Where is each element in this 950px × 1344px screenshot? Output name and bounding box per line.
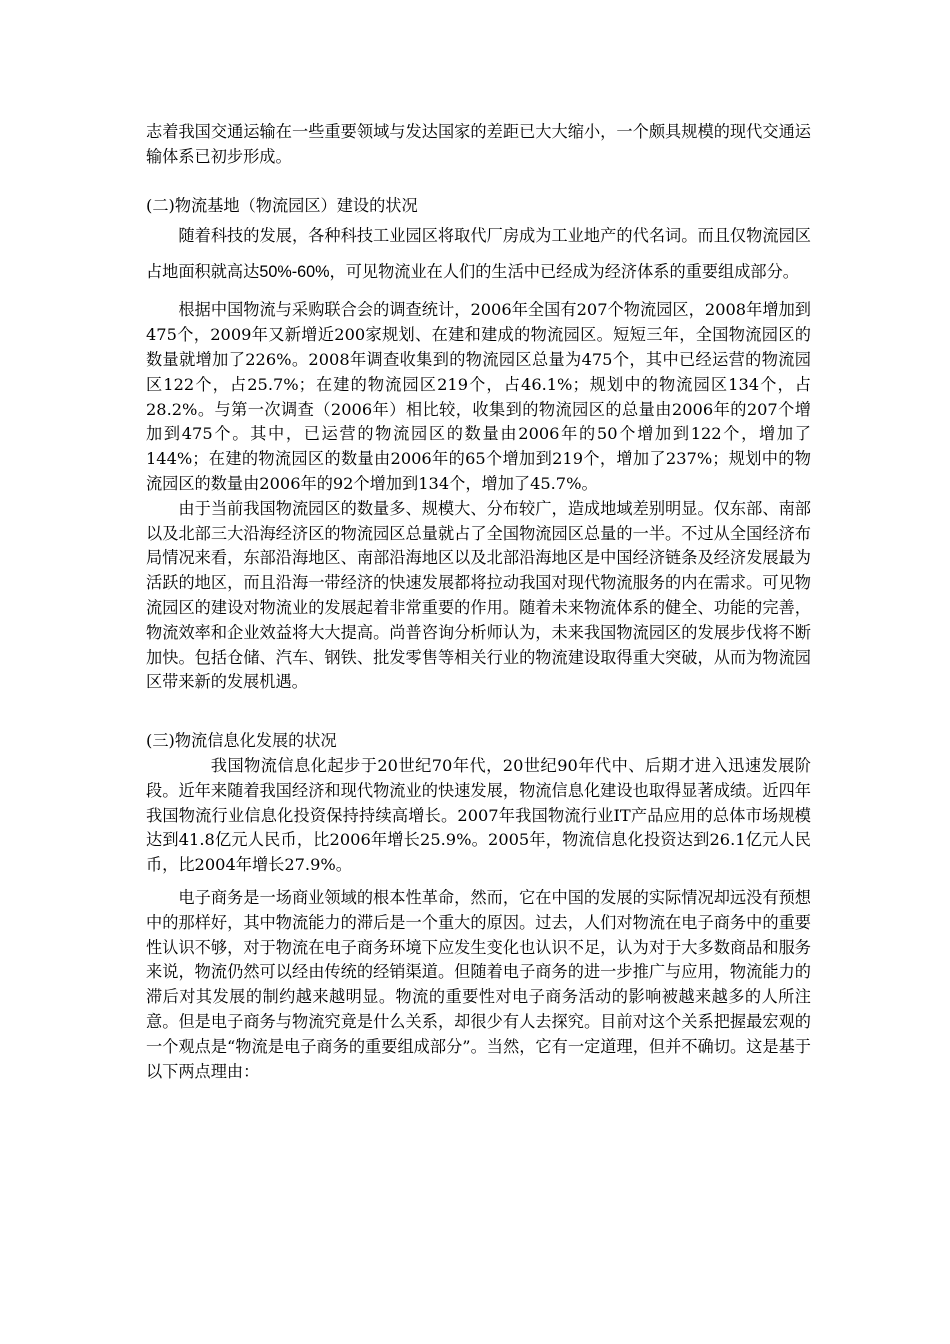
land-share-percent: 50%-60%	[259, 263, 330, 282]
section-2-paragraph-3: 由于当前我国物流园区的数量多、规模大、分布较广，造成地域差别明显。仅东部、南部以及北部三大沿海经济区的物流园区总量就占了全国物流园区总量的一半。不过从全国经济布局情况来看，东部沿海地区、南部沿海地区以及北部沿海地区是中国经济链条及经济发展最为活跃的地区，而且沿海一带经济的快速发展都将拉动我国对现代物流服务的内在需求。可见物流园区的建设对物流业的发展起着非常重要的作用。随着未来物流体系的健全、功能的完善，物流效率和企业效益将大大提高。尚普咨询分析师认为，未来我国物流园区的发展步伐将不断加快。包括仓储、汽车、钢铁、批发零售等相关行业的物流建设取得重大突破，从而为物流园区带来新的发展机遇。	[146, 498, 811, 692]
section-2-paragraph-1	[146, 218, 811, 290]
spacer	[146, 170, 811, 194]
section-3-paragraph-1: 我国物流信息化起步于20世纪70年代，20世纪90年代中、后期才进入迅速发展阶段。近年来随着我国经济和现代物流业的快速发展，物流信息化建设也取得显著成绩。近四年我国物流行业信息化投资保持持续高增长。2007年我国物流行业IT产品应用的总体市场规模达到41.8亿元人民币，比2006年增长25.9%。2005年，物流信息化投资达到26.1亿元人民币，比2004年增长27.9%。	[146, 755, 811, 875]
section-2-paragraph-2: 根据中国物流与采购联合会的调查统计，2006年全国有207个物流园区，2008年增加到475个，2009年又新增近200家规划、在建和建成的物流园区。短短三年，全国物流园区的数量就增加了226%。2008年调查收集到的物流园区总量为475个，其中已经运营的物流园区122个，占25.7%；在建的物流园区219个，占46.1%；规划中的物流园区134个，占28.2%。与第一次调查（2006年）相比较，收集到的物流园区的总量由2006年的207个增加到475个。其中，已运营的物流园区的数量由2006年的50个增加到122个，增加了144%；在建的物流园区的数量由2006年的65个增加到219个，增加了237%；规划中的物流园区的数量由2006年的92个增加到134个，增加了45.7%。	[146, 300, 811, 493]
section-3-heading: (三)物流信息化发展的状况	[146, 731, 337, 751]
section-2-paragraph-1-text-a: 随着科技的发展，各种科技工业园区将取代厂房成为工业地产的代名词。而且仅物流园区占地面积就高达	[146, 226, 811, 282]
spacer	[146, 878, 811, 886]
spacer	[146, 695, 811, 729]
section-2-heading: (二)物流基地（物流园区）建设的状况	[146, 195, 418, 215]
intro-paragraph: 志着我国交通运输在一些重要领域与发达国家的差距已大大缩小，一个颇具规模的现代交通运输体系已初步形成。	[146, 122, 811, 166]
spacer	[146, 290, 811, 298]
document-page	[146, 120, 811, 1084]
section-3-paragraph-2: 电子商务是一场商业领域的根本性革命，然而，它在中国的发展的实际情况却远没有预想中的那样好，其中物流能力的滞后是一个重大的原因。过去，人们对物流在电子商务中的重要性认识不够，对于物流在电子商务环境下应发生变化也认识不足，认为对于大多数商品和服务来说，物流仍然可以经由传统的经销渠道。但随着电子商务的进一步推广与应用，物流能力的滞后对其发展的制约越来越明显。物流的重要性对电子商务活动的影响被越来越多的人所注意。但是电子商务与物流究竟是什么关系，却很少有人去探究。目前对这个关系把握最宏观的一个观点是“物流是电子商务的重要组成部分”。当然，它有一定道理，但并不确切。这是基于以下两点理由：	[146, 887, 811, 1081]
section-2-paragraph-1-text-b: ，可见物流业在人们的生活中已经成为经济体系的重要组成部分。	[329, 262, 799, 282]
